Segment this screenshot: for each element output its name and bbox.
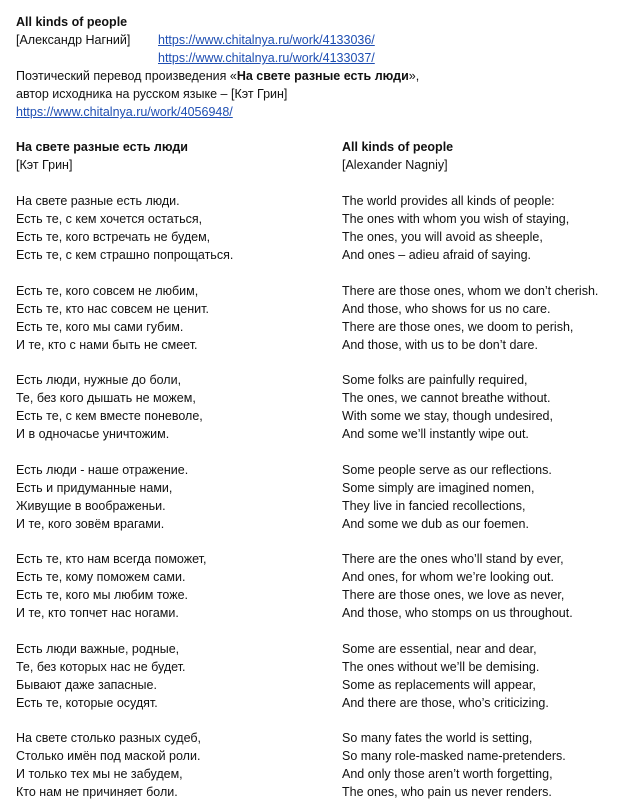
translation-stanza-5-line-1: There are the ones who’ll stand by ever, <box>342 552 564 566</box>
source-link[interactable]: https://www.chitalnya.ru/work/4056948/ <box>16 105 233 119</box>
translation-stanza-5-line-2: And ones, for whom we’re looking out. <box>342 570 554 584</box>
original-stanza-1-line-4: Есть те, с кем страшно попрощаться. <box>16 248 234 262</box>
original-stanza-7-line-4: Кто нам не причиняет боли. <box>16 785 178 799</box>
original-stanza-3-line-3: Есть те, с кем вместе поневоле, <box>16 409 203 423</box>
translation-stanza-2-line-2: And those, who shows for us no care. <box>342 302 551 316</box>
translation-stanza-6-line-1: Some are essential, near and dear, <box>342 642 537 656</box>
work-link-2[interactable]: https://www.chitalnya.ru/work/4133037/ <box>158 51 375 65</box>
original-stanza-6-line-1: Есть люди важные, родные, <box>16 642 180 656</box>
translation-note-title: На свете разные есть люди <box>236 69 409 83</box>
original-stanza-3-line-2: Те, без кого дышать не можем, <box>16 391 196 405</box>
source-author-note: автор исходника на русском языке – [Кэт Грин] <box>16 87 288 101</box>
translation-stanza-7-line-2: So many role-masked name-pretenders. <box>342 749 566 763</box>
translation-stanza-7-line-4: The ones, who pain us never renders. <box>342 785 552 799</box>
translation-stanza-4-line-2: Some simply are imagined nomen, <box>342 481 535 495</box>
translation-stanza-5-line-4: And those, who stomps on us throughout. <box>342 606 573 620</box>
translation-stanza-3-line-4: And some we’ll instantly wipe out. <box>342 427 529 441</box>
translation-stanza-4-line-1: Some people serve as our reflections. <box>342 463 552 477</box>
work-link-1[interactable]: https://www.chitalnya.ru/work/4133036/ <box>158 33 375 47</box>
original-stanza-4-line-4: И те, кого зовём врагами. <box>16 517 165 531</box>
translation-stanza-3-line-3: With some we stay, though undesired, <box>342 409 553 423</box>
translation-stanza-6-line-3: Some as replacements will appear, <box>342 678 536 692</box>
original-stanza-7-line-3: И только тех мы не забудем, <box>16 767 183 781</box>
original-poem-title: На свете разные есть люди <box>16 140 188 154</box>
original-poem-author: [Кэт Грин] <box>16 158 73 172</box>
original-stanza-5-line-3: Есть те, кого мы любим тоже. <box>16 588 189 602</box>
original-stanza-1-line-3: Есть те, кого встречать не будем, <box>16 230 211 244</box>
original-stanza-6-line-4: Есть те, которые осудят. <box>16 696 158 710</box>
translation-stanza-1-line-3: The ones, you will avoid as sheeple, <box>342 230 543 244</box>
translation-note-suffix: », <box>408 69 420 83</box>
translation-stanza-1-line-1: The world provides all kinds of people: <box>342 194 555 208</box>
translation-stanza-4-line-3: They live in fancied recollections, <box>342 499 526 513</box>
document-title: All kinds of people <box>16 15 128 29</box>
original-stanza-4-line-3: Живущие в воображеньи. <box>16 499 166 513</box>
translation-stanza-3-line-2: The ones, we cannot breathe without. <box>342 391 551 405</box>
original-stanza-5-line-2: Есть те, кому поможем сами. <box>16 570 186 584</box>
original-stanza-7-line-1: На свете столько разных судеб, <box>16 731 202 745</box>
original-stanza-1-line-2: Есть те, с кем хочется остаться, <box>16 212 203 226</box>
original-stanza-5-line-1: Есть те, кто нам всегда поможет, <box>16 552 207 566</box>
original-stanza-1-line-1: На свете разные есть люди. <box>16 194 180 208</box>
translation-stanza-6-line-2: The ones without we’ll be demising. <box>342 660 540 674</box>
translation-poem-author: [Alexander Nagniy] <box>342 158 448 172</box>
original-stanza-5-line-4: И те, кто топчет нас ногами. <box>16 606 179 620</box>
original-stanza-2-line-3: Есть те, кого мы сами губим. <box>16 320 184 334</box>
original-stanza-6-line-2: Те, без которых нас не будет. <box>16 660 186 674</box>
original-stanza-4-line-1: Есть люди - наше отражение. <box>16 463 189 477</box>
translation-stanza-2-line-3: There are those ones, we doom to perish, <box>342 320 574 334</box>
original-stanza-2-line-1: Есть те, кого совсем не любим, <box>16 284 199 298</box>
original-stanza-2-line-4: И те, кто с нами быть не смеет. <box>16 338 198 352</box>
original-stanza-3-line-4: И в одночасье уничтожим. <box>16 427 170 441</box>
original-stanza-7-line-2: Столько имён под маской роли. <box>16 749 201 763</box>
original-stanza-6-line-3: Бывают даже запасные. <box>16 678 157 692</box>
translation-stanza-7-line-1: So many fates the world is setting, <box>342 731 533 745</box>
translation-stanza-1-line-4: And ones – adieu afraid of saying. <box>342 248 532 262</box>
original-stanza-2-line-2: Есть те, кто нас совсем не ценит. <box>16 302 209 316</box>
translation-poem-title: All kinds of people <box>342 140 454 154</box>
translation-stanza-7-line-3: And only those aren’t worth forgetting, <box>342 767 553 781</box>
original-stanza-4-line-2: Есть и придуманные нами, <box>16 481 173 495</box>
translation-note <box>16 67 419 85</box>
translation-stanza-1-line-2: The ones with whom you wish of staying, <box>342 212 570 226</box>
translation-stanza-4-line-4: And some we dub as our foemen. <box>342 517 529 531</box>
translation-stanza-2-line-1: There are those ones, whom we don’t cherish. <box>342 284 599 298</box>
original-stanza-3-line-1: Есть люди, нужные до боли, <box>16 373 182 387</box>
translator-name: [Александр Нагний] <box>16 33 131 47</box>
translation-stanza-3-line-1: Some folks are painfully required, <box>342 373 528 387</box>
translation-stanza-2-line-4: And those, with us to be don’t dare. <box>342 338 538 352</box>
translation-stanza-6-line-4: And there are those, who’s criticizing. <box>342 696 549 710</box>
translation-stanza-5-line-3: There are those ones, we love as never, <box>342 588 565 602</box>
translation-note-prefix: Поэтический перевод произведения « <box>16 69 237 83</box>
